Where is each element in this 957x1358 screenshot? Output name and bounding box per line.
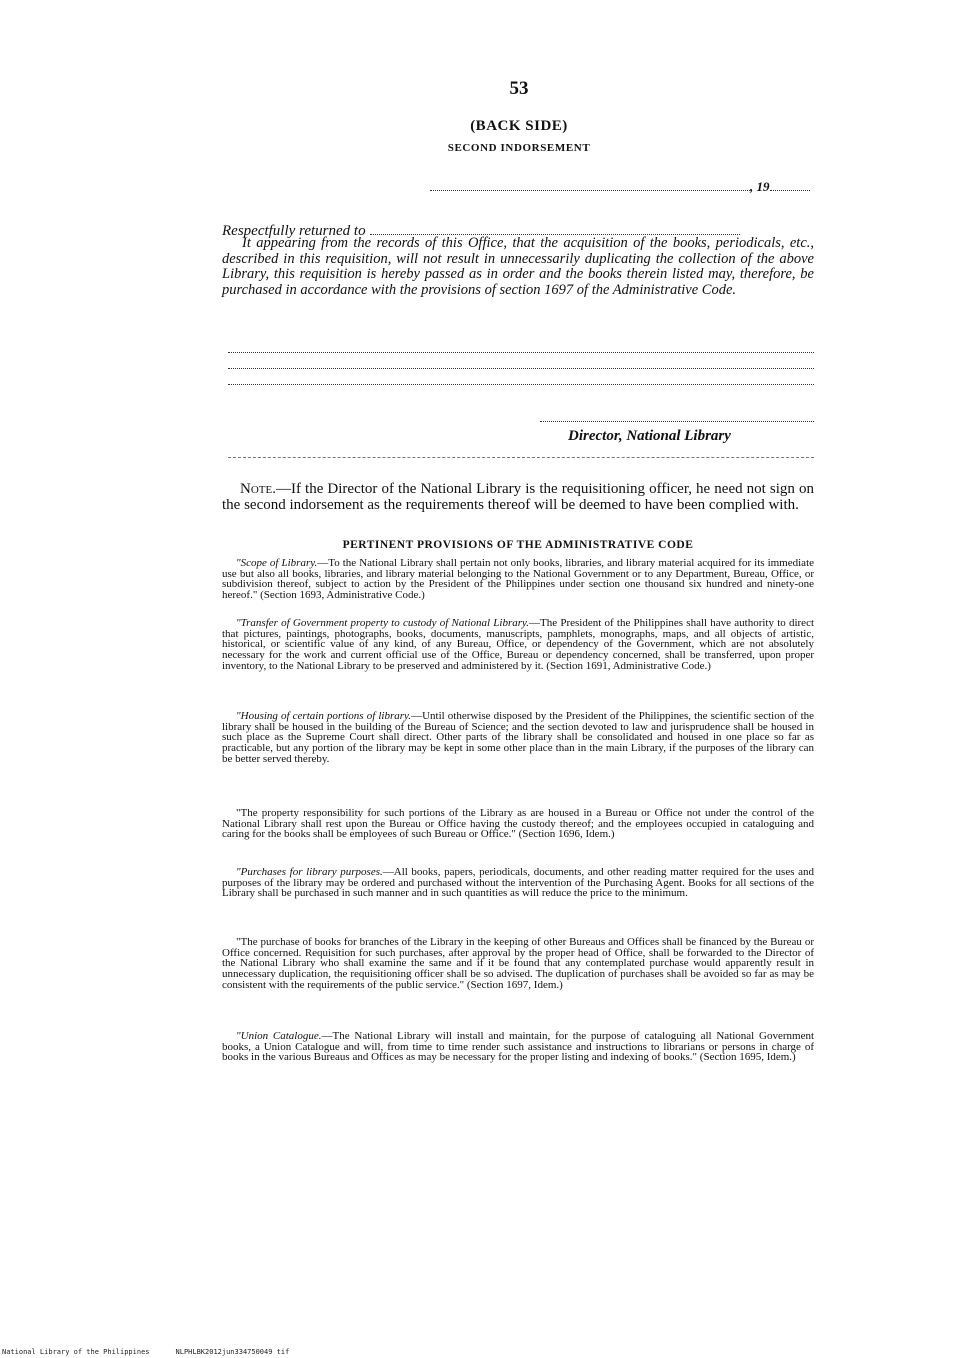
- provision-purchases: [222, 867, 814, 899]
- provision-property: [222, 808, 814, 840]
- note-text: —If the Director of the National Library is the requisitioning officer, he need not sign on the second indorsement as the requirements thereof will be deemed to have been complied with.: [222, 481, 814, 513]
- footer-source: National Library of the Philippines: [2, 1348, 150, 1356]
- year-blank[interactable]: [770, 178, 810, 191]
- page-number: 53: [509, 78, 529, 99]
- page-subheading: SECOND INDORSEMENT: [447, 142, 591, 154]
- date-line: [430, 178, 815, 195]
- remarks-line-2[interactable]: [228, 368, 814, 369]
- note-label: Note.: [240, 481, 276, 497]
- provision-title: "Union Catalogue.: [236, 1030, 322, 1042]
- provision-text: —The National Library will install and maintain, for the purpose of cataloguing all National Government books, a Union Catalogue and will, from time to time render such assistance and instructions to librarians or persons in charge of books in the various Bureaus and Offices as may be necessary for the proper listing and indexing of books." (Section 1695, Idem.): [222, 1030, 815, 1064]
- remarks-line-1[interactable]: [228, 352, 814, 353]
- provision-scope: [222, 558, 814, 601]
- provision-branch-purchases: [222, 937, 814, 991]
- provision-text: —The President of the Philippines shall have authority to direct that pictures, paintings, photographs, books, documents, manuscripts, pamphlets, monographs, maps, and all objects of artistic, historical, or scientific value of any kind, of any Bureau, Office, or dependency of the Government, which are not absolutely necessary for the work and current official use of the Office, Bureau or dependency concerned, shall be transferred, upon proper inventory, to the National Library to be preserved and administered by it. (Section 1691, Administrative Code.): [222, 617, 815, 672]
- page-heading: (BACK SIDE): [470, 118, 568, 134]
- date-blank[interactable]: [430, 178, 750, 191]
- signature-line[interactable]: [540, 421, 814, 422]
- provision-text: —All books, papers, periodicals, documents, and other reading matter required for the uses and purposes of the library may be ordered and purchased without the intervention of the Purchasing Agent. Books for all sections of the Library shall be purchased in such manner and in such quantities as will reduce the price to the minimum.: [222, 866, 814, 900]
- date-suffix: , 19: [750, 179, 770, 194]
- provision-title: "Housing of certain portions of library.: [236, 710, 412, 722]
- provision-text: —Until otherwise disposed by the President of the Philippines, the scientific section of the library shall be housed in the building of the Bureau of Science; and the section devoted to law and jurisprudence shall be housed in such place as the Supreme Court shall direct. Other parts of the library shall be consolidated and housed in one place so far as practicable, but any portion of the library may be kept in some other place than in the main Library, if the purposes of the library can be better served thereby.: [222, 710, 815, 765]
- footer-file-id: NLPHLBK2012jun334750049 tif: [175, 1348, 290, 1356]
- provisions-title: PERTINENT PROVISIONS OF THE ADMINISTRATIVE CODE: [342, 539, 694, 551]
- provision-title: "Purchases for library purposes.: [236, 866, 383, 878]
- approval-paragraph: It appearing from the records of this Office, that the acquisition of the books, periodicals, etc., described in this requisition, will not result in unnecessarily duplicating the collection of the above Library, this requisition is hereby passed as in order and the books therein listed may, therefore, be purchased in accordance with the provisions of section 1697 of the Administrative Code.: [222, 235, 814, 298]
- provision-union-catalogue: [222, 1031, 814, 1063]
- provision-text: —To the National Library shall pertain not only books, libraries, and library material acquired for its immediate use but also all books, libraries, and library material belonging to the National Government or to any Department, Bureau, Office, or subdivision thereof, subject to action by the President of the Philippines under section one thousand six hundred and ninety-one hereof." (Section 1693, Administrative Code.): [222, 557, 815, 602]
- provision-housing: [222, 711, 814, 765]
- returned-label: Respectfully returned to: [222, 223, 366, 239]
- section-divider: [228, 457, 814, 458]
- provision-title: "Transfer of Government property to custody of National Library.: [236, 617, 530, 629]
- provision-transfer: [222, 618, 814, 672]
- signature-title: Director, National Library: [568, 428, 731, 444]
- provision-text: "The property responsibility for such portions of the Library as are housed in a Bureau or Office not under the control of the National Library shall rest upon the Bureau or Office having the custody thereof; and the employees occupied in cataloguing and caring for the books shall be employees of such Bureau or Office." (Section 1696, Idem.): [222, 807, 814, 841]
- remarks-line-3[interactable]: [228, 384, 814, 385]
- returned-to-blank[interactable]: [370, 222, 740, 235]
- provision-text: "The purchase of books for branches of the Library in the keeping of other Bureaus and Offices shall be financed by the Bureau or Office concerned. Requisition for such purchases, after approval by the proper head of Office, shall be forwarded to the Director of the National Library who shall examine the same and if it be found that any contemplated purchase would apparently result in unnecessary duplication, the requisitioning officer shall be so advised. The duplication of purchases shall be avoided so far as may be consistent with the requirements of the public service." (Section 1697, Idem.): [222, 936, 814, 991]
- scan-footer: [2, 1348, 315, 1356]
- note-paragraph: [222, 482, 814, 513]
- provision-title: "Scope of Library.: [236, 557, 318, 569]
